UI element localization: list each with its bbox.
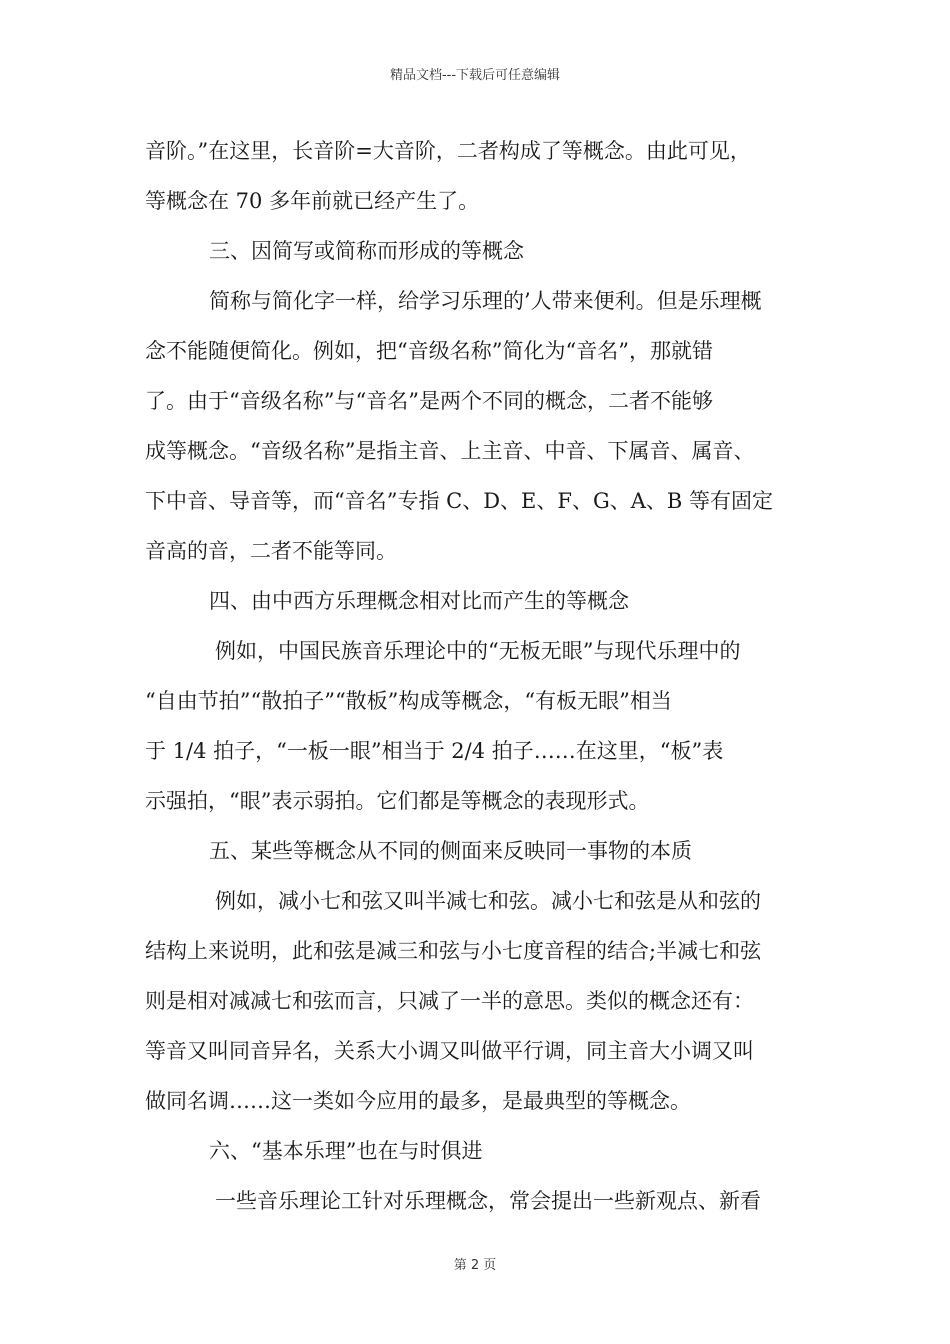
text-line: 下中音、导音等，而“音名”专指 C、D、E、F、G、A、B 等有固定 [145, 489, 773, 513]
text-line: 音阶。”在这里，长音阶=大音阶，二者构成了等概念。由此可见， [145, 139, 751, 163]
section-heading: 三、因简写或简称而形成的等概念 [209, 239, 524, 263]
text-line: 一些音乐理论工针对乐理概念，常会提出一些新观点、新看 [215, 1189, 761, 1213]
text-line: 等音又叫同音异名，关系大小调又叫做平行调，同主音大小调又叫 [145, 1039, 754, 1063]
text-line: 结构上来说明，此和弦是减三和弦与小七度音程的结合;半减七和弦 [145, 939, 762, 963]
text-line: 示强拍，“眼”表示弱拍。它们都是等概念的表现形式。 [145, 789, 650, 813]
text-line: 做同名调……这一类如今应用的最多，是最典型的等概念。 [145, 1089, 691, 1113]
section-heading: 六、“基本乐理”也在与时俱进 [209, 1139, 483, 1163]
document-body [145, 126, 815, 1226]
page-header: 精品文档---下载后可任意编辑 [389, 68, 561, 83]
text-line: 例如，中国民族音乐理论中的“无板无眼”与现代乐理中的 [215, 639, 741, 663]
text-line: 音高的音，二者不能等同。 [145, 539, 397, 563]
text-line: 则是相对减减七和弦而言，只减了一半的意思。类似的概念还有： [145, 989, 754, 1013]
text-line: 例如，减小七和弦又叫半减七和弦。减小七和弦是从和弦的 [215, 889, 761, 913]
text-line: 简称与简化字一样，给学习乐理的’人带来便利。但是乐理概 [209, 289, 762, 313]
text-line: 于 1/4 拍子，“一板一眼”相当于 2/4 拍子……在这里，“板”表 [145, 739, 724, 763]
page-number: 第 2 页 [453, 1258, 497, 1273]
text-line: 念不能随便简化。例如，把“音级名称”简化为“音名”，那就错 [145, 339, 713, 363]
section-heading: 五、某些等概念从不同的侧面来反映同一事物的本质 [209, 839, 692, 863]
text-line: 了。由于“音级名称”与“音名”是两个不同的概念，二者不能够 [145, 389, 713, 413]
section-heading: 四、由中西方乐理概念相对比而产生的等概念 [209, 589, 629, 613]
text-line: 成等概念。“音级名称”是指主音、上主音、中音、下属音、属音、 [145, 439, 755, 463]
text-line: 等概念在 70 多年前就已经产生了。 [145, 189, 480, 213]
text-line: “自由节拍”“散拍子”“散板”构成等概念，“有板无眼”相当 [145, 689, 672, 713]
